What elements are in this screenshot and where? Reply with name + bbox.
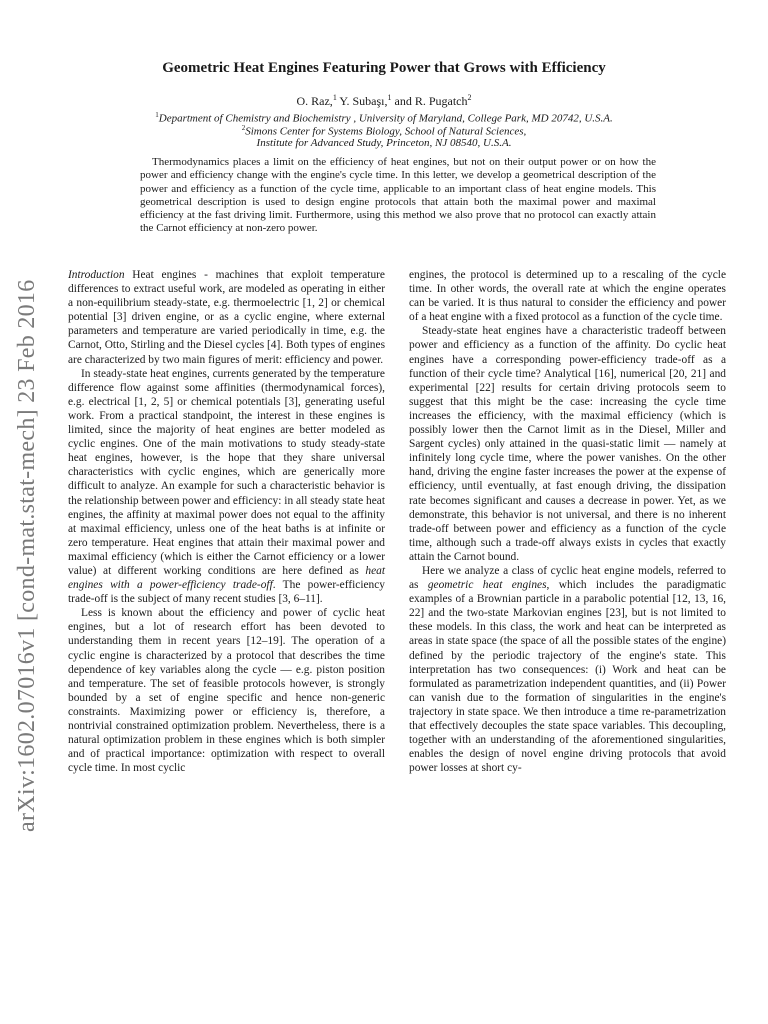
section-label-introduction: Introduction	[68, 269, 125, 281]
author-raz-affil: 1	[332, 93, 337, 102]
tradeoff-paragraph: Steady-state heat engines have a characteristic tradeoff between power and efficiency as a function of the affinity. Do cyclic heat engines have a corresponding power-efficiency trade-off as a function of their cycle time? Analytical [16], numerical [20, 21] and experimental [22] results for certain driving protocols seem to suggest that this might be the case: increasing the cycle time increases the efficiency, with the maximal efficiency (which is possibly lower then the Carnot limit as in the Diesel, Miller and Sargent cycles) only attained in the quasi-static limit — namely at infinitely long cycle time, where the power vanishes. On the other hand, driving the engine faster increases the power at the expense of efficiency, until eventually, at fast enough driving, the dissipation rate becomes significant and causes a decrease in power. Yet, as we demonstrate, this behavior is not universal, and there is no inherent trade-off between power and efficiency as a function of the cycle time, although such a trade-off always exists in cycles that exactly attain the Carnot bound.	[409, 325, 726, 563]
affiliation-3: Institute for Advanced Study, Princeton, NJ 08540, U.S.A.	[256, 137, 512, 149]
steady-state-text-b: . The power-efficiency trade-off is the subject of many recent studies [3, 6–11].	[68, 579, 385, 606]
affiliation-1-text: Department of Chemistry and Biochemistry , University of Maryland, College Park, MD 20742, U.S.A.	[158, 112, 613, 125]
tradeoff-definition: heat engines with a power-efficiency trade-off	[68, 564, 385, 592]
author-pugatch-affil: 2	[467, 93, 472, 102]
geometric-engines-paragraph	[409, 564, 726, 775]
affiliation-2	[0, 124, 768, 138]
author-subasi: Y. Subaşı,	[339, 94, 388, 108]
author-list	[0, 93, 768, 109]
author-raz: O. Raz,	[296, 94, 333, 108]
right-column	[409, 268, 726, 775]
left-column	[68, 268, 385, 775]
paper-title: Geometric Heat Engines Featuring Power that Grows with Efficiency	[162, 60, 606, 76]
cyclic-engines-paragraph: Less is known about the efficiency and power of cyclic heat engines, but a lot of research effort has been devoted to understanding them in recent years [12–19]. The operation of a cyclic engine is characterized by a protocol that describes the time dependence of key variables along the cycle — e.g. piston position and temperature. The set of feasible protocols however, is strongly bounded by a set of engine specific and hence non-generic constraints. Maximizing power or efficiency is, therefore, a nontrivial constrained optimization problem. Nevertheless, there is a natural optimization problem in these engines which is both simpler and of practical importance: optimization with respect to overall cycle time. In most cyclic	[68, 607, 385, 775]
steady-state-text-a: In steady-state heat engines, currents generated by the temperature difference flow against some affinities (thermodynamical forces), e.g. electrical [1, 2, 5] or chemical potentials [3], generating useful work. From a practical standpoint, the interest in these engines is limited, since the majority of heat engines are better modeled as cyclic engines. One of the main motivations to study steady-state heat engines, however, is the hope that they share universal characteristics with cyclic engines, which are generically more difficult to analyze. An example for such a characteristic behavior is the relationship between power and efficiency: in all steady state heat engines, the affinity at maximal power does not equal to the affinity at maximal efficiency, unless one of the heat baths is at infinite or zero temperature. Heat engines that attain their maximal power and maximal efficiency (which is either the Carnot efficiency or a lower value) at different working conditions are here defined as	[68, 367, 385, 577]
continued-paragraph: engines, the protocol is determined up to a rescaling of the cycle time. In other words, the overall rate at which the engine operates can be varied. It is thus natural to consider the efficiency and power of a heat engine with a fixed protocol as a function of the cycle time.	[409, 269, 726, 324]
arxiv-identifier: arXiv:1602.07016v1 [cond-mat.stat-mech] 23 Feb 2016	[14, 279, 40, 832]
author-subasi-affil: 1	[387, 93, 392, 102]
affiliation-2-text: Simons Center for Systems Biology, School of Natural Sciences,	[245, 125, 527, 138]
abstract: Thermodynamics places a limit on the efficiency of heat engines, but not on their output power or on how the power and efficiency change with the engine's cycle time. In this letter, we develop a geometrical description of the power and efficiency as a function of the cycle time, applicable to an important class of heat engine models. This geometrical description is used to design engine protocols that attain both the maximal power and maximal efficiency at the fast driving limit. Furthermore, using this method we also prove that no protocol can exactly attain the Carnot efficiency at non-zero power.	[140, 156, 656, 235]
geometric-text-a: Here we analyze a class of cyclic heat engine models, referred to as	[409, 564, 726, 592]
geometric-heat-engines-term: geometric heat engines	[427, 579, 547, 592]
intro-paragraph	[68, 268, 385, 367]
steady-state-paragraph	[68, 367, 385, 607]
geometric-text-b: , which includes the paradigmatic examples of a Brownian particle in a parabolic potential [12, 13, 16, 22] and the two-state Markovian engines [23], but is not limited to these models. In this class, the work and heat can be interpreted as areas in state space (the space of all the possible states of the engine) defined by the periodic trajectory of the engine's state. This interpretation has two consequences: (i) Work and heat can be formulated as parametrization independent quantities, and (ii) Power can vanish due to the formation of singularities in the engine's trajectory in state space. We then introduce a time re-parametrization that effectively decouples the state space variables. This decoupling, together with an understanding of the aforementioned singularities, enables the design of novel engine driving protocols that avoid power losses at short cy-	[409, 579, 726, 775]
affiliation-2-marker: 2	[241, 124, 246, 132]
author-pugatch: and R. Pugatch	[394, 94, 468, 108]
affiliation-1-marker: 1	[155, 111, 159, 119]
intro-paragraph-text: Heat engines - machines that exploit temperature differences to extract useful work, are modeled as operating in either a non-equilibrium steady-state, e.g. thermoelectric [1, 2] or chemical potential [3] driven engine, or as a cyclic engine, where external parameters and temperature are varied periodically in time, e.g. the Carnot, Otto, Stirling and the Diesel cycles [4]. Both types of engines are characterized by two main figures of merit: efficiency and power.	[68, 269, 385, 366]
affiliation-1	[0, 111, 768, 125]
